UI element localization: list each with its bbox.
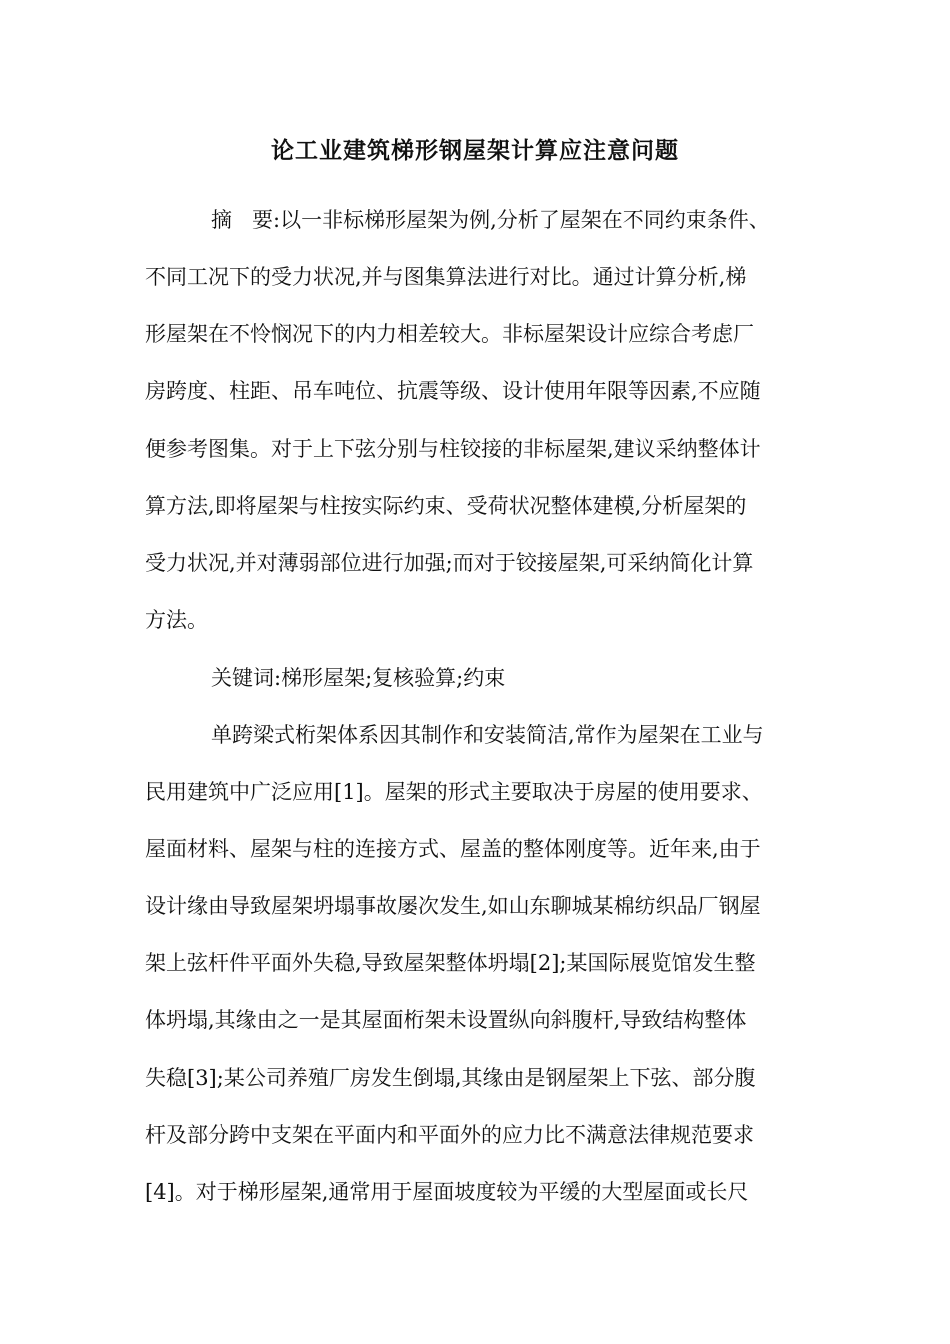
abstract-line: 房跨度、柱距、吊车吨位、抗震等级、设计使用年限等因素,不应随 <box>145 379 761 403</box>
body-line: 失稳[3];某公司养殖厂房发生倒塌,其缘由是钢屋架上下弦、部分腹 <box>145 1066 756 1090</box>
document-title: 论工业建筑梯形钢屋架计算应注意问题 <box>271 138 679 164</box>
body-line: 单跨梁式桁架体系因其制作和安装简洁,常作为屋架在工业与 <box>211 723 764 747</box>
body-line: 杆及部分跨中支架在平面内和平面外的应力比不满意法律规范要求 <box>145 1123 754 1147</box>
body-line: 设计缘由导致屋架坍塌事故屡次发生,如山东聊城某棉纺织品厂钢屋 <box>145 894 761 918</box>
body-line: 屋面材料、屋架与柱的连接方式、屋盖的整体刚度等。近年来,由于 <box>145 837 761 861</box>
keywords-line: 关键词:梯形屋架;复核验算;约束 <box>211 666 506 690</box>
abstract-line: 算方法,即将屋架与柱按实际约束、受荷状况整体建模,分析屋架的 <box>145 494 747 518</box>
abstract-line: 便参考图集。对于上下弦分别与柱铰接的非标屋架,建议采纳整体计 <box>145 437 761 461</box>
body-line: 架上弦杆件平面外失稳,导致屋架整体坍塌[2];某国际展览馆发生整 <box>145 951 756 975</box>
abstract-line: 方法。 <box>145 608 208 632</box>
body-line: 体坍塌,其缘由之一是其屋面桁架未设置纵向斜腹杆,导致结构整体 <box>145 1008 747 1032</box>
abstract-line: 不同工况下的受力状况,并与图集算法进行对比。通过计算分析,梯 <box>145 265 747 289</box>
abstract-line: 形屋架在不怜悯况下的内力相差较大。非标屋架设计应综合考虑厂 <box>145 322 754 346</box>
body-line: [4]。对于梯形屋架,通常用于屋面坡度较为平缓的大型屋面或长尺 <box>145 1180 749 1204</box>
abstract-line: 受力状况,并对薄弱部位进行加强;而对于铰接屋架,可采纳简化计算 <box>145 551 754 575</box>
abstract-line: 摘 要:以一非标梯形屋架为例,分析了屋架在不同约束条件、 <box>211 208 770 232</box>
body-line: 民用建筑中广泛应用[1]。屋架的形式主要取决于房屋的使用要求、 <box>145 780 763 804</box>
